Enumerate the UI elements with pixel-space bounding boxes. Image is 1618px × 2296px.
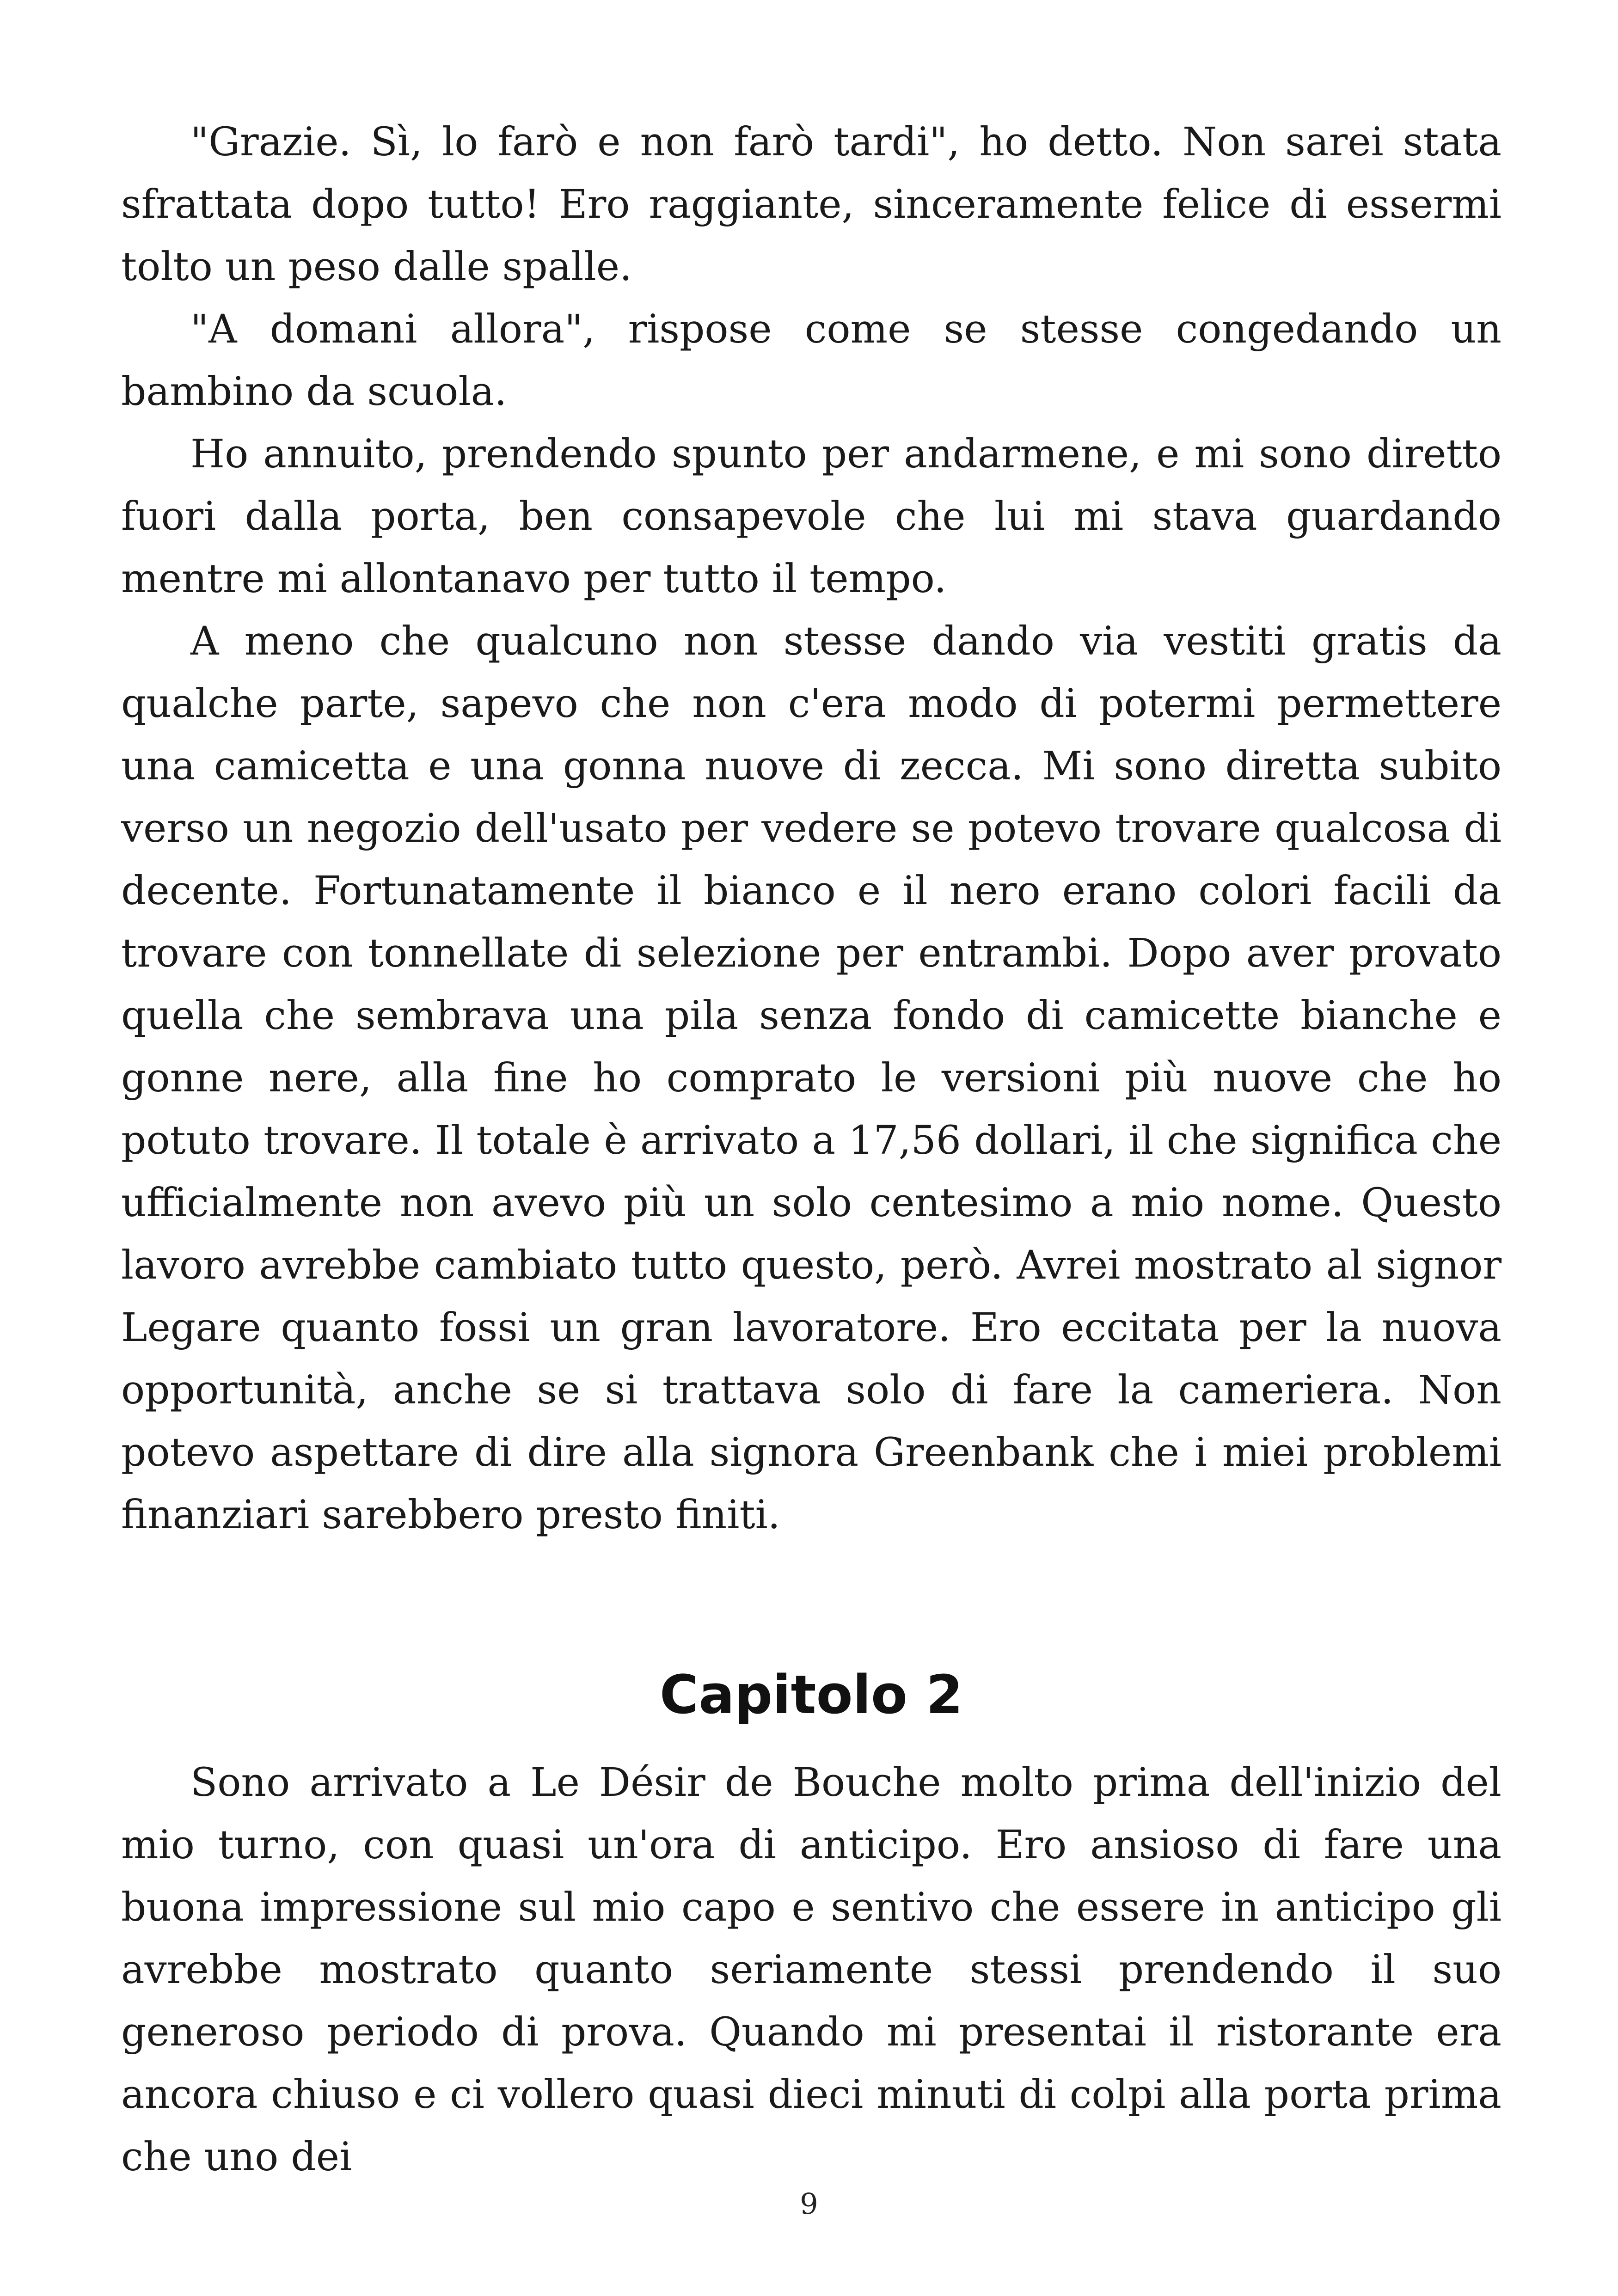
page-number: 9	[800, 2187, 818, 2221]
paragraph: "A domani allora", rispose come se stesse congedando un bambino da scuola.	[121, 306, 1502, 415]
paragraph: A meno che qualcuno non stesse dando via vestiti gratis da qualche parte, sapevo che non c'era modo di potermi permettere una camicetta e una gonna nuove di zecca. Mi sono diretta subito verso un negozio dell'usato per vedere se potevo trovare qualcosa di decente. Fortunatamente il bianco e il nero erano colori facili da trovare con tonnellate di selezione per entrambi. Dopo aver provato quella che sembrava una pila senza fondo di camicette bianche e gonne nere, alla fine ho comprato le versioni più nuove che ho potuto trovare. Il totale è arrivato a 17,56 dollari, il che significa che ufficialmente non avevo più un solo centesimo a mio nome. Questo lavoro avrebbe cambiato tutto questo, però. Avrei mostrato al signor Legare quanto fossi un gran lavoratore. Ero eccitata per la nuova opportunità, anche se si trattava solo di fare la cameriera. Non potevo aspettare di dire alla signora Greenbank che i miei problemi finanziari sarebbero presto finiti.	[121, 618, 1502, 1538]
chapter-title: Capitolo 2	[659, 1664, 963, 1726]
paragraph: "Grazie. Sì, lo farò e non farò tardi", ho detto. Non sarei stata sfrattata dopo tutto! Ero raggiante, sinceramente felice di essermi tolto un peso dalle spalle.	[121, 119, 1502, 290]
paragraph: Ho annuito, prendendo spunto per andarmene, e mi sono diretto fuori dalla porta, ben consapevole che lui mi stava guardando mentre mi allontanavo per tutto il tempo.	[121, 431, 1502, 602]
paragraph: Sono arrivato a Le Désir de Bouche molto prima dell'inizio del mio turno, con quasi un'ora di anticipo. Ero ansioso di fare una buona impressione sul mio capo e sentivo che essere in anticipo gli avrebbe mostrato quanto seriamente stessi prendendo il suo generoso periodo di prova. Quando mi presentai il ristorante era ancora chiuso e ci vollero quasi dieci minuti di colpi alla porta prima che uno dei	[121, 1760, 1502, 2180]
page-body	[121, 111, 1502, 2188]
